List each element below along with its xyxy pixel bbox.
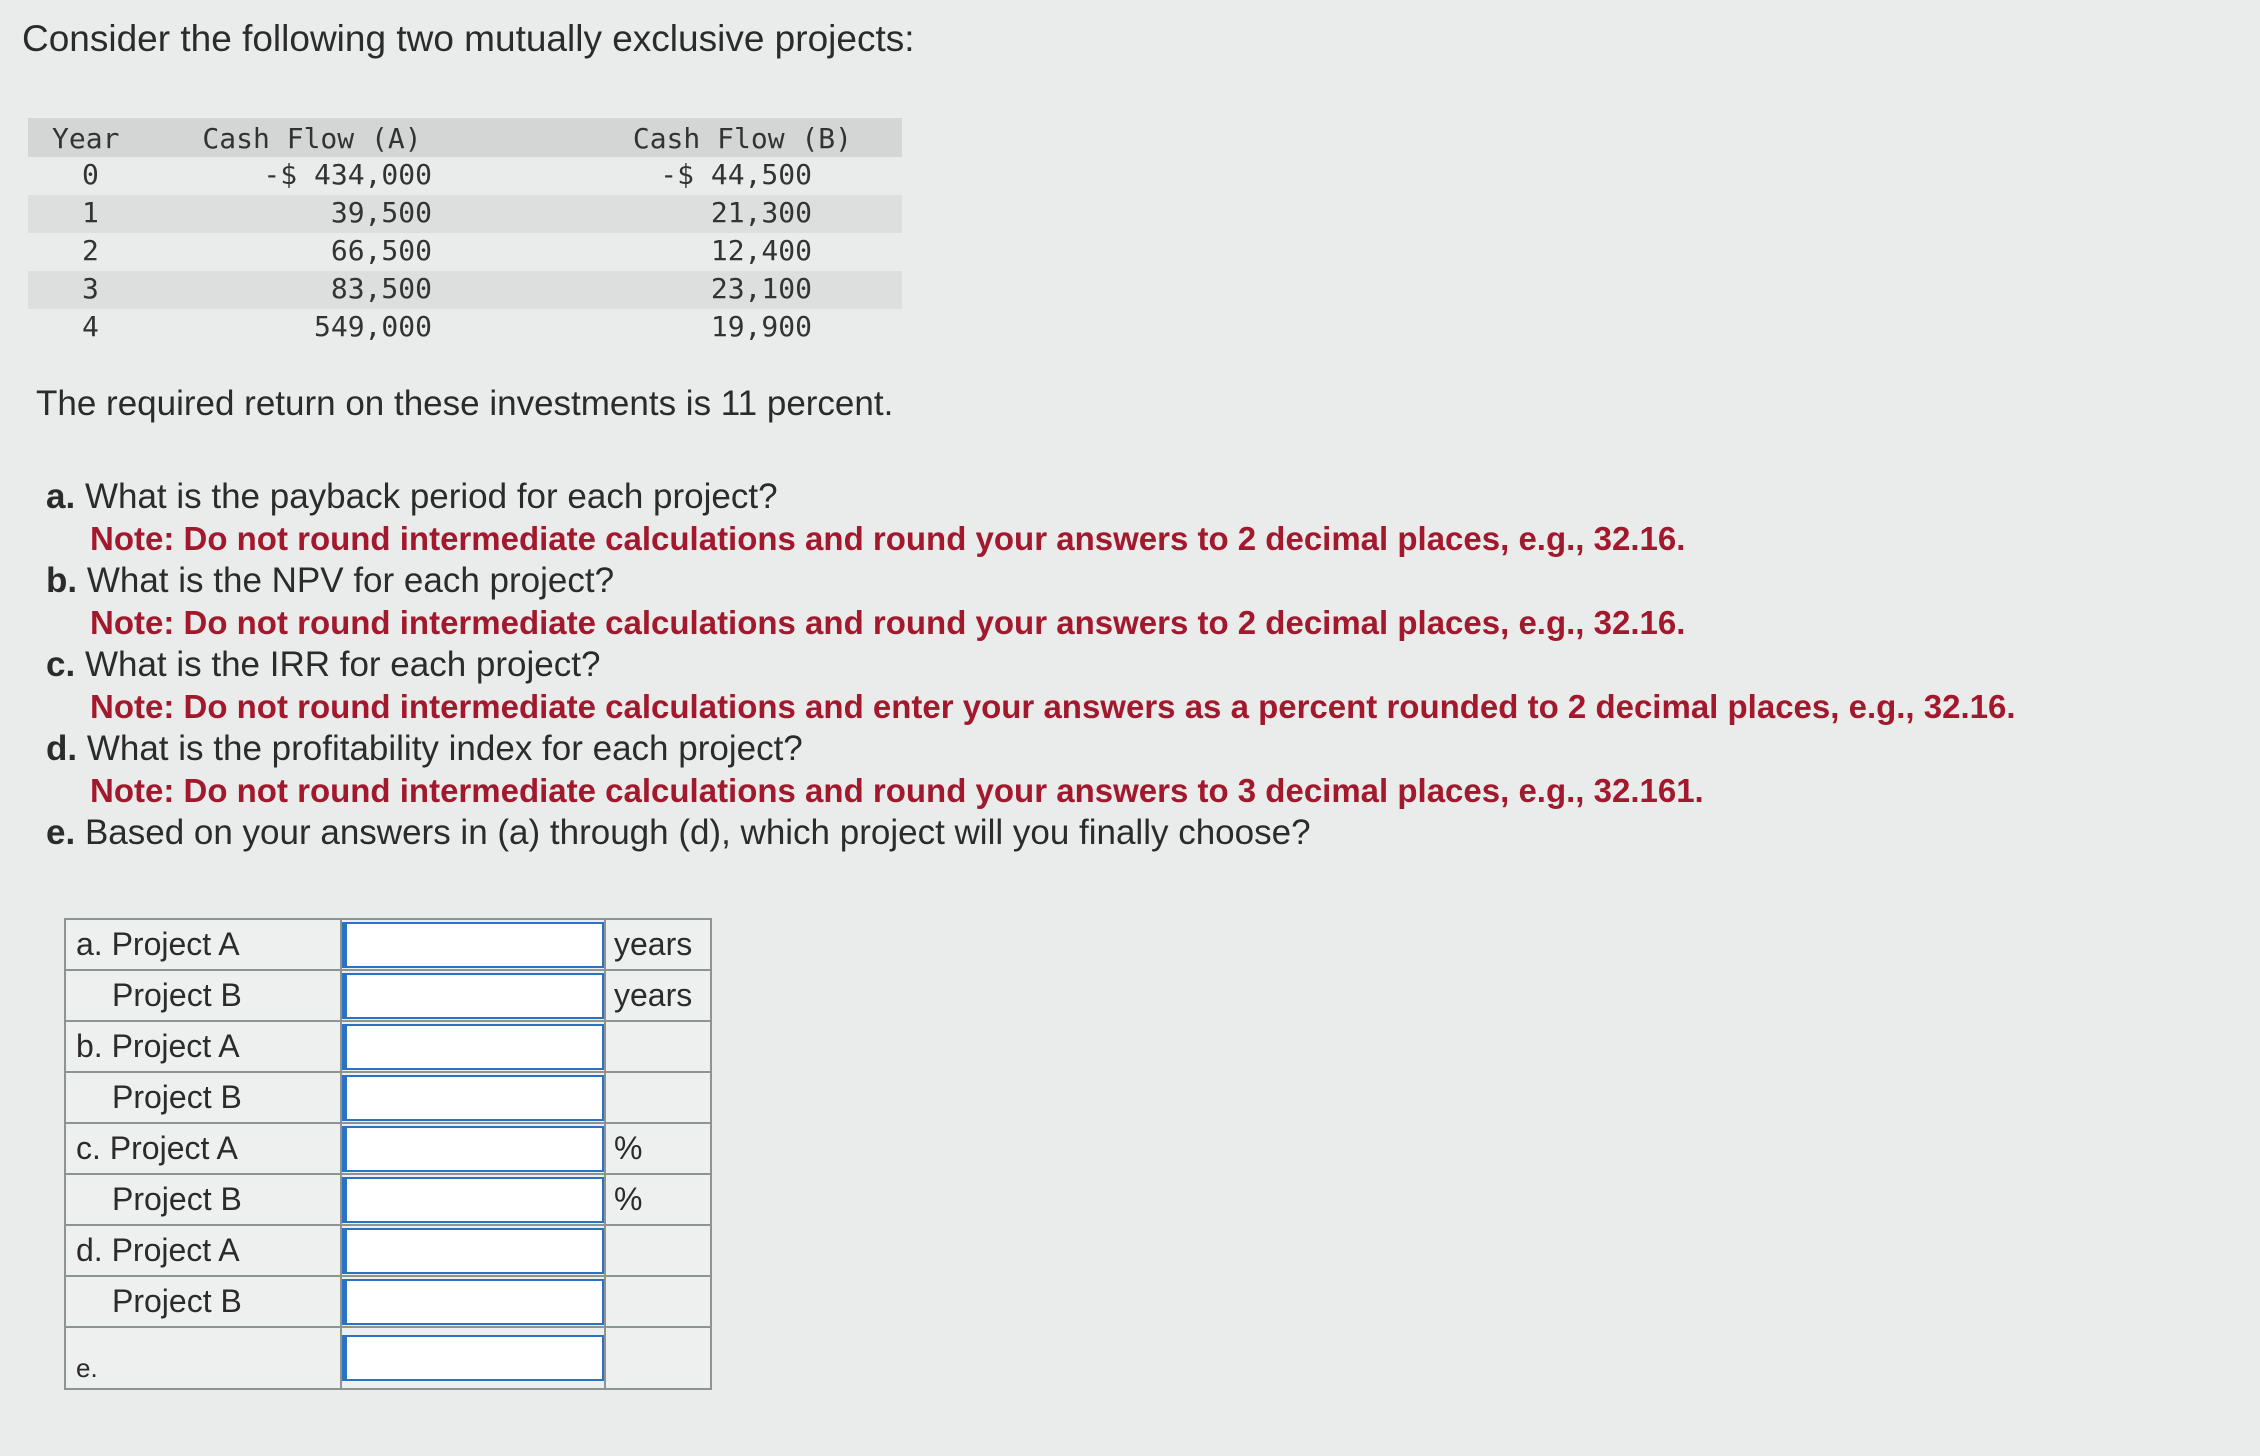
year-cell: 4 — [82, 310, 99, 343]
table-row — [28, 271, 902, 309]
answer-row — [65, 1327, 711, 1389]
answer-row — [65, 970, 711, 1021]
answer-row — [65, 1225, 711, 1276]
question-note: Note: Do not round intermediate calculations and round your answers to 2 decimal places, e.g., 32.16. — [90, 604, 1686, 641]
answer-unit: % — [605, 1174, 711, 1225]
question-list — [46, 476, 2016, 854]
npv-b-input[interactable] — [342, 1075, 604, 1121]
cash-flow-b-cell: 23,100 — [452, 271, 902, 309]
cash-flow-b-cell: 12,400 — [710, 234, 812, 267]
year-cell: 3 — [28, 271, 172, 309]
answer-unit — [605, 1072, 711, 1123]
answer-cell — [341, 1225, 605, 1276]
question-note: Note: Do not round intermediate calculations and round your answers to 2 decimal places, e.g., 32.16. — [90, 520, 1686, 557]
header-cash-flow-a: Cash Flow (A) — [172, 118, 452, 157]
question-c — [46, 644, 2016, 686]
answer-label: d. Project A — [65, 1225, 341, 1276]
year-cell: 0 — [82, 158, 99, 191]
answer-cell — [341, 970, 605, 1021]
table-row — [28, 195, 902, 233]
answer-label: Project B — [65, 1276, 341, 1327]
answer-cell — [341, 1021, 605, 1072]
answer-unit — [605, 1327, 711, 1389]
payback-a-input[interactable] — [342, 922, 604, 968]
cash-flow-a-cell: 66,500 — [330, 234, 432, 267]
question-letter: b. — [46, 561, 78, 600]
answer-unit: % — [605, 1123, 711, 1174]
required-return-text: The required return on these investments is 11 percent. — [36, 384, 894, 423]
answer-row — [65, 1174, 711, 1225]
answer-row — [65, 1021, 711, 1072]
table-row — [28, 233, 902, 271]
answer-row — [65, 1072, 711, 1123]
cash-flow-a-cell: 39,500 — [172, 195, 452, 233]
answer-cell — [341, 1276, 605, 1327]
irr-a-input[interactable] — [342, 1126, 604, 1172]
header-year: Year — [28, 118, 172, 157]
question-text: Based on your answers in (a) through (d), which project will you finally choose? — [84, 813, 1311, 852]
answer-table — [64, 918, 712, 1390]
answer-cell — [341, 919, 605, 970]
project-choice-input[interactable] — [342, 1335, 604, 1381]
answer-cell — [341, 1327, 605, 1389]
question-note: Note: Do not round intermediate calculations and enter your answers as a percent rounded to 2 decimal places, e.g., 32.16. — [90, 688, 2016, 725]
answer-label: a. Project A — [65, 919, 341, 970]
answer-row — [65, 919, 711, 970]
answer-label: c. Project A — [65, 1123, 341, 1174]
question-letter: e. — [46, 813, 76, 852]
question-text: What is the profitability index for each project? — [86, 729, 803, 768]
answer-label: Project B — [65, 970, 341, 1021]
answer-unit: years — [605, 970, 711, 1021]
answer-cell — [341, 1072, 605, 1123]
problem-intro: Consider the following two mutually exclusive projects: — [22, 18, 915, 59]
cash-flow-b-cell: 19,900 — [710, 310, 812, 343]
answer-unit: years — [605, 919, 711, 970]
question-text: What is the IRR for each project? — [84, 645, 601, 684]
answer-unit — [605, 1021, 711, 1072]
answer-label: Project B — [65, 1174, 341, 1225]
header-cash-flow-b: Cash Flow (B) — [452, 118, 902, 157]
answer-unit — [605, 1225, 711, 1276]
answer-row — [65, 1123, 711, 1174]
cash-flow-header-row — [28, 118, 902, 157]
table-row — [28, 309, 902, 347]
cash-flow-a-cell: -$ 434,000 — [263, 158, 432, 191]
question-note: Note: Do not round intermediate calculations and round your answers to 3 decimal places, e.g., 32.161. — [90, 772, 1704, 809]
answer-label: b. Project A — [65, 1021, 341, 1072]
npv-a-input[interactable] — [342, 1024, 604, 1070]
cash-flow-table — [28, 118, 902, 347]
question-b — [46, 560, 2016, 602]
question-text: What is the NPV for each project? — [86, 561, 615, 600]
question-letter: d. — [46, 729, 78, 768]
question-letter: a. — [46, 477, 76, 516]
question-a — [46, 476, 2016, 518]
answer-cell — [341, 1123, 605, 1174]
year-cell: 2 — [82, 234, 99, 267]
question-d — [46, 728, 2016, 770]
question-letter: c. — [46, 645, 76, 684]
question-text: What is the payback period for each project? — [84, 477, 778, 516]
pi-b-input[interactable] — [342, 1279, 604, 1325]
cash-flow-b-cell: -$ 44,500 — [660, 158, 812, 191]
year-cell: 1 — [28, 195, 172, 233]
answer-cell — [341, 1174, 605, 1225]
question-e — [46, 812, 2016, 854]
payback-b-input[interactable] — [342, 973, 604, 1019]
table-row — [28, 157, 902, 195]
answer-unit — [605, 1276, 711, 1327]
pi-a-input[interactable] — [342, 1228, 604, 1274]
cash-flow-a-cell: 83,500 — [172, 271, 452, 309]
cash-flow-b-cell: 21,300 — [452, 195, 902, 233]
answer-label: Project B — [65, 1072, 341, 1123]
cash-flow-a-cell: 549,000 — [313, 310, 432, 343]
answer-label: e. — [65, 1327, 341, 1389]
answer-row — [65, 1276, 711, 1327]
irr-b-input[interactable] — [342, 1177, 604, 1223]
